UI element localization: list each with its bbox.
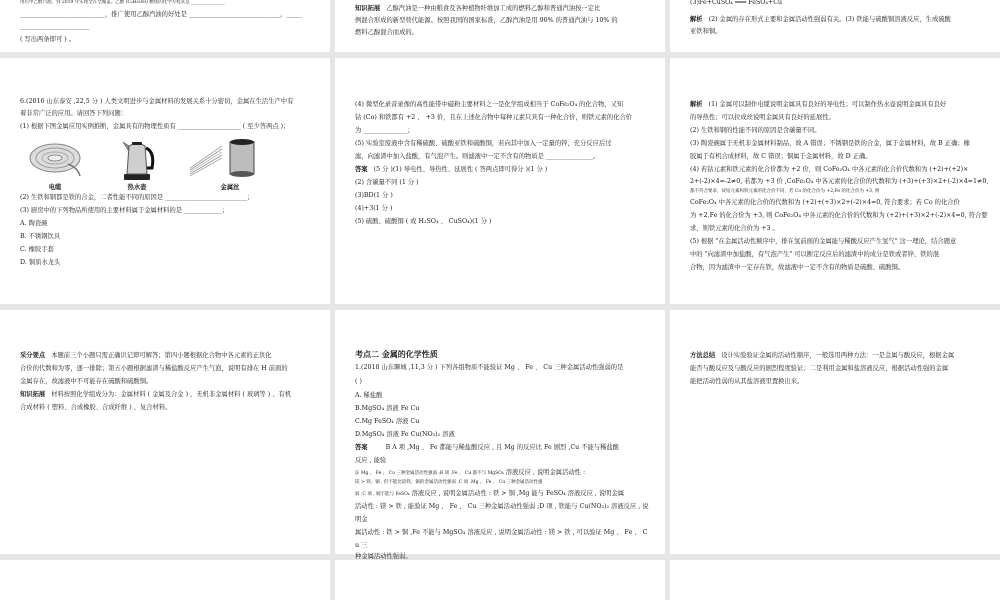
page-1 xyxy=(0,0,330,52)
question-6-line-3: (1) 根据下图金属应用实例推断，金属具有的物理性质有 ____________________ ( 至少答两点 )； xyxy=(20,123,290,130)
question-1-stem: 1.(2018 山东聊城 ,11,3 分 ) 下列各组物质不能验证 Mg 、 Fe 、 Cu 三种金属活动性强弱的是 xyxy=(355,364,624,371)
analysis-label-2: 解析 xyxy=(690,101,703,108)
kettle-label: 热水壶 xyxy=(127,184,147,191)
analysis-line-3: (2) 生铁和钢的性能不同的原因是含碳量不同。 xyxy=(690,127,821,134)
q1-option-c: C.Mg FeSO₄ 溶液 Cu xyxy=(355,418,420,425)
option-d: D. 铜质水龙头 xyxy=(20,259,61,266)
analysis-line-10: 求，则铁元素的化合价为 +3 。 xyxy=(690,225,779,232)
q1-answer-line-3: 溶液反应 , 说明金属活动性 : xyxy=(505,469,586,476)
answer-label: 答案 xyxy=(355,166,368,173)
page3-equation: (3)Fe+CuSO₄ ═══ FeSO₄+Cu xyxy=(690,0,783,6)
q1-tiny-line-2: 镁 > 铁、铜 , 但不能比较铁、铜的金属活动性强弱 ,C 项 ,Mg 、 Fe 、 Cu 三种金属活动性强 xyxy=(355,480,543,485)
page3-line-1: (2) 金属的存在形式主要和金属活动性强弱有关。(3) 铁能与硫酸铜溶液反应，生成硫酸 xyxy=(708,16,951,23)
method-line-2: 能否与酸反应及与酸反应的剧烈程度验证；二是利用金属和盐溶液反应，根据活动性强的金属 xyxy=(690,365,949,372)
q1-option-d: D.MgSO₄ 溶液 Fe Cu(NO₃)₂ 溶液 xyxy=(355,431,455,438)
q1-answer-line-9: 种金属活动性强弱。 xyxy=(355,553,412,560)
knowledge-label-2: 知识拓展 xyxy=(20,391,46,398)
page-7 xyxy=(0,310,330,554)
analysis-line-9: 为 +2,Fe 的化合价为 +3, 则 CoFe₂O₄ 中各元素的化合价的代数和为 (+2)+(+3)×2+(-2)×4=0, 符合要 xyxy=(690,212,988,219)
analysis-line-7: 2+(-2)×4=-2≠0, 若都为 +3 价 ,CoFe₂O₄ 中各元素的化合价的代数和为 (+3)+(+3)×2+(-2)×4=1≠0, xyxy=(690,178,989,185)
section-title: 考点二 金属的化学性质 xyxy=(355,349,438,359)
question-6-part-4-line-2: 钴 (Co) 和铁都有 +2 、 +3 价，且在上述化合物中每种元素只具有一种化合价，则铁元素的化合价 xyxy=(355,114,633,121)
option-a: A. 陶瓷碗 xyxy=(20,220,48,227)
q1-option-a: A. 稀盐酸 xyxy=(355,392,383,399)
analysis-line-1: (1) 金属可以制作电缆说明金属具有良好的导电性；可以制作热水壶说明金属具有良好 xyxy=(708,101,947,108)
page1-line-2: ___________________________，推广使用乙醇汽油的好处是 _____________________________，_____ xyxy=(20,11,303,18)
page2-line-1: 乙醇汽油是一种由粮食及各种植物纤维加工成的燃料乙醇和普通汽油按一定比 xyxy=(386,5,601,12)
scoring-line-1: 本题前三个小题只需正确识记即可解答；第四小题根据化合物中各元素的正负化 xyxy=(51,352,272,359)
analysis-line-13: 合物，因为滤渣中一定存在铁，故滤液中一定不含有的物质是硫酸、硫酸铜。 xyxy=(690,264,905,271)
page-6 xyxy=(670,58,1000,304)
method-summary-label: 方法总结 xyxy=(690,352,716,359)
answer-4: (4)+3(1 分 ) xyxy=(355,205,393,212)
q1-tiny-line-1: 证 Mg 、 Fe 、 Cu 三种金属活动性强弱 ;B 项 ,Fe 、 Cu 都不与 MgSO₄ xyxy=(355,471,504,476)
page-2 xyxy=(335,0,665,52)
question-6-part-5-line-2: 滤，向滤渣中加入盐酸，有气泡产生。则滤液中一定不含有的物质是 _______________。 xyxy=(355,153,600,160)
method-line-3: 能把活动性弱的从其盐溶液里置换出来。 xyxy=(690,378,804,385)
analysis-label: 解析 xyxy=(690,16,703,23)
knowledge-label: 知识拓展 xyxy=(355,5,381,12)
kettle-image xyxy=(118,138,156,186)
wire-image xyxy=(188,138,258,182)
method-line-1: 设计实验验证金属的活动性顺序，一般选用两种方法：一是金属与酸反应，根据金属 xyxy=(721,352,955,359)
question-6-line-2: 着非常广泛的应用。请回答下列问题： xyxy=(20,110,128,117)
page1-line-4: ( 写出两条即可 ) 。 xyxy=(20,36,75,43)
page-11 xyxy=(335,560,665,600)
analysis-line-8: CoFe₂O₄ 中各元素的化合价的代数和为 (+2)+(+3)×2+(-2)×4=0, 符合要求；若 Co 的化合价 xyxy=(690,199,960,206)
q1-answer-line-2: 反应 , 能验 xyxy=(355,457,387,464)
page-9 xyxy=(670,310,1000,554)
q1-answer-line-7: 属活动性 : 铁 > 铜 ,Fe 不能与 MgSO₄ 溶液反应 , 说明金属活动性 : 镁 > 铁 , 可以验证 Mg 、 Fe 、 C xyxy=(355,529,648,536)
page2-line-2: 例混合形成的新型替代能源。按照我国的国家标准，乙醇汽油是用 90% 的普通汽油与 10% 的 xyxy=(355,17,618,24)
question-6-part-3: (3) 厨房中的下列物品所使用的主要材料属于金属材料的是 ____________； xyxy=(20,207,229,214)
page-10 xyxy=(0,560,330,600)
question-6-part-4-line-1: (4) 微型化录音录像的高性能带中磁粉主要材料之一是化学组成相当于 CoFe₂O₄ 的化合物，又知 xyxy=(355,101,624,108)
q1-answer-line-1: B A 项 ,Mg 、 Fe 都能与稀盐酸反应 , 且 Mg 的反应比 Fe 剧烈 ,Cu 不能与稀盐酸 xyxy=(385,444,619,451)
q1-answer-line-8: u 三 xyxy=(355,542,368,549)
analysis-line-4: (3) 陶瓷碗属于无机非金属材料制品，故 A 错误；不锈钢是铁的合金，属于金属材料，故 B 正确；橡 xyxy=(690,140,970,147)
knowledge-line-1: 材料按照化学组成分为：金属材料 ( 金属及合金 ) 、无机非金属材料 ( 玻璃等 ) 、有机 xyxy=(51,391,292,398)
knowledge-line-2: 合成材料 ( 塑料、合成橡胶、合成纤维 ) 、复合材料。 xyxy=(20,404,172,411)
option-c: C. 橡胶手套 xyxy=(20,246,54,253)
page1-line-1: 用右甲乙醇汽油，到 2019 年实现全在全覆盖。乙醇 (C₂H₅OH) 燃烧的化学方程式是 _______________ xyxy=(20,0,225,5)
question-6-part-4-line-3: 为 ______________； xyxy=(355,127,414,134)
scoring-line-2: 合价的代数和为零，逐一排除；第五小题根据滤渣与稀盐酸反应产生气泡，说明有排在 H 前面的 xyxy=(20,365,288,372)
q1-answer-line-6: 明金 xyxy=(355,516,368,523)
question-6-part-5-line-1: (5) 实验室废液中含有稀硫酸、硫酸亚铁和硫酸铜，若向其中加入一定量的锌，充分反应后过 xyxy=(355,140,612,147)
question-1-bracket: ( ) xyxy=(355,378,362,385)
page1-line-3: ______________________ xyxy=(20,23,90,30)
analysis-line-5: 胶属于有机合成材料，故 C 错误；铜属于金属材料，故 D 正确。 xyxy=(690,153,872,160)
page-5 xyxy=(335,58,665,304)
cable-label: 电缆 xyxy=(48,184,62,191)
scoring-line-3: 金属存在，故滤液中不可能存在硫酸和硫酸铜。 xyxy=(20,378,153,385)
analysis-tiny-line: 都不符合要求，故钴元素和铁元素的化合价不同，若 Co 的化合价为 +2,Fe 的化合价为 +3, 则 xyxy=(690,189,880,194)
analysis-line-6: (4) 若钴元素和铁元素的化合价都为 +2 价，则 CoFe₂O₄ 中各元素的化合价代数和为 (+2)+(+2)× xyxy=(690,166,969,173)
page-12 xyxy=(670,560,1000,600)
answer-2: (2) 含碳量不同 (1 分 ) xyxy=(355,179,419,186)
analysis-line-12: 中的 "向滤渣中加盐酸，有气泡产生" 可以断定反应后的滤渣中的成分是铁或者锌、铁的混 xyxy=(690,251,940,258)
wire-label: 金属丝 xyxy=(220,184,240,191)
answer-label-2: 答案 xyxy=(355,444,368,451)
page-4 xyxy=(0,58,330,304)
page3-line-2: 亚铁和铜。 xyxy=(690,28,722,35)
analysis-line-11: (5) 根据 "在金属活动性顺序中，排在氢前面的金属能与稀酸反应产生氢气" 这一理论，结合题意 xyxy=(690,238,957,245)
question-6-part-2: (2) 生铁和钢都是铁的合金，二者性能不同的原因是 __________________________； xyxy=(20,194,254,201)
q1-answer-line-4: 溶液反应 , 说明金属活动性 : 铁 > 铜 ,Mg 能与 FeSO₄ 溶液反应 , 说明金属 xyxy=(411,490,625,497)
analysis-line-2: 的导热性；可以拉成丝说明金属具有良好的延展性。 xyxy=(690,114,835,121)
q1-option-b: B.MgSO₄ 溶液 Fe Cu xyxy=(355,405,420,412)
page-8 xyxy=(335,310,665,560)
page2-line-3: 燃料乙醇混合而成的。 xyxy=(355,29,418,36)
cable-image xyxy=(28,138,82,182)
question-6-line-1: 6.(2016 山东泰安 ,22,5 分 ) 人类文明进步与金属材料的发展关系十分密切，金属在生活生产中有 xyxy=(20,98,294,105)
scoring-points-label: 采分要点 xyxy=(20,352,46,359)
metal-application-figure xyxy=(20,138,260,198)
answer-1: (5 分 )(1) 导电性、导热性、延展性 ( 答两点即可得分 )(1 分 ) xyxy=(373,166,548,173)
q1-answer-line-5: 活动性 : 镁 > 铁 , 能验证 Mg 、 Fe 、 Cu 三种金属活动性强弱 ;D 项 , 铁能与 Cu(NO₃)₂ 溶液反应 , 说 xyxy=(355,503,649,510)
page-3 xyxy=(670,0,1000,52)
option-b: B. 不锈钢饮具 xyxy=(20,233,61,240)
answer-3: (3)BD(1 分 ) xyxy=(355,192,393,199)
answer-5: (5) 硫酸、硫酸铜 ( 或 H₂SO₄ 、 CuSO₄)(1 分 ) xyxy=(355,218,492,225)
q1-tiny-line-3: 弱 ,C 项 , 铜不能与 FeSO₄ xyxy=(355,492,410,497)
